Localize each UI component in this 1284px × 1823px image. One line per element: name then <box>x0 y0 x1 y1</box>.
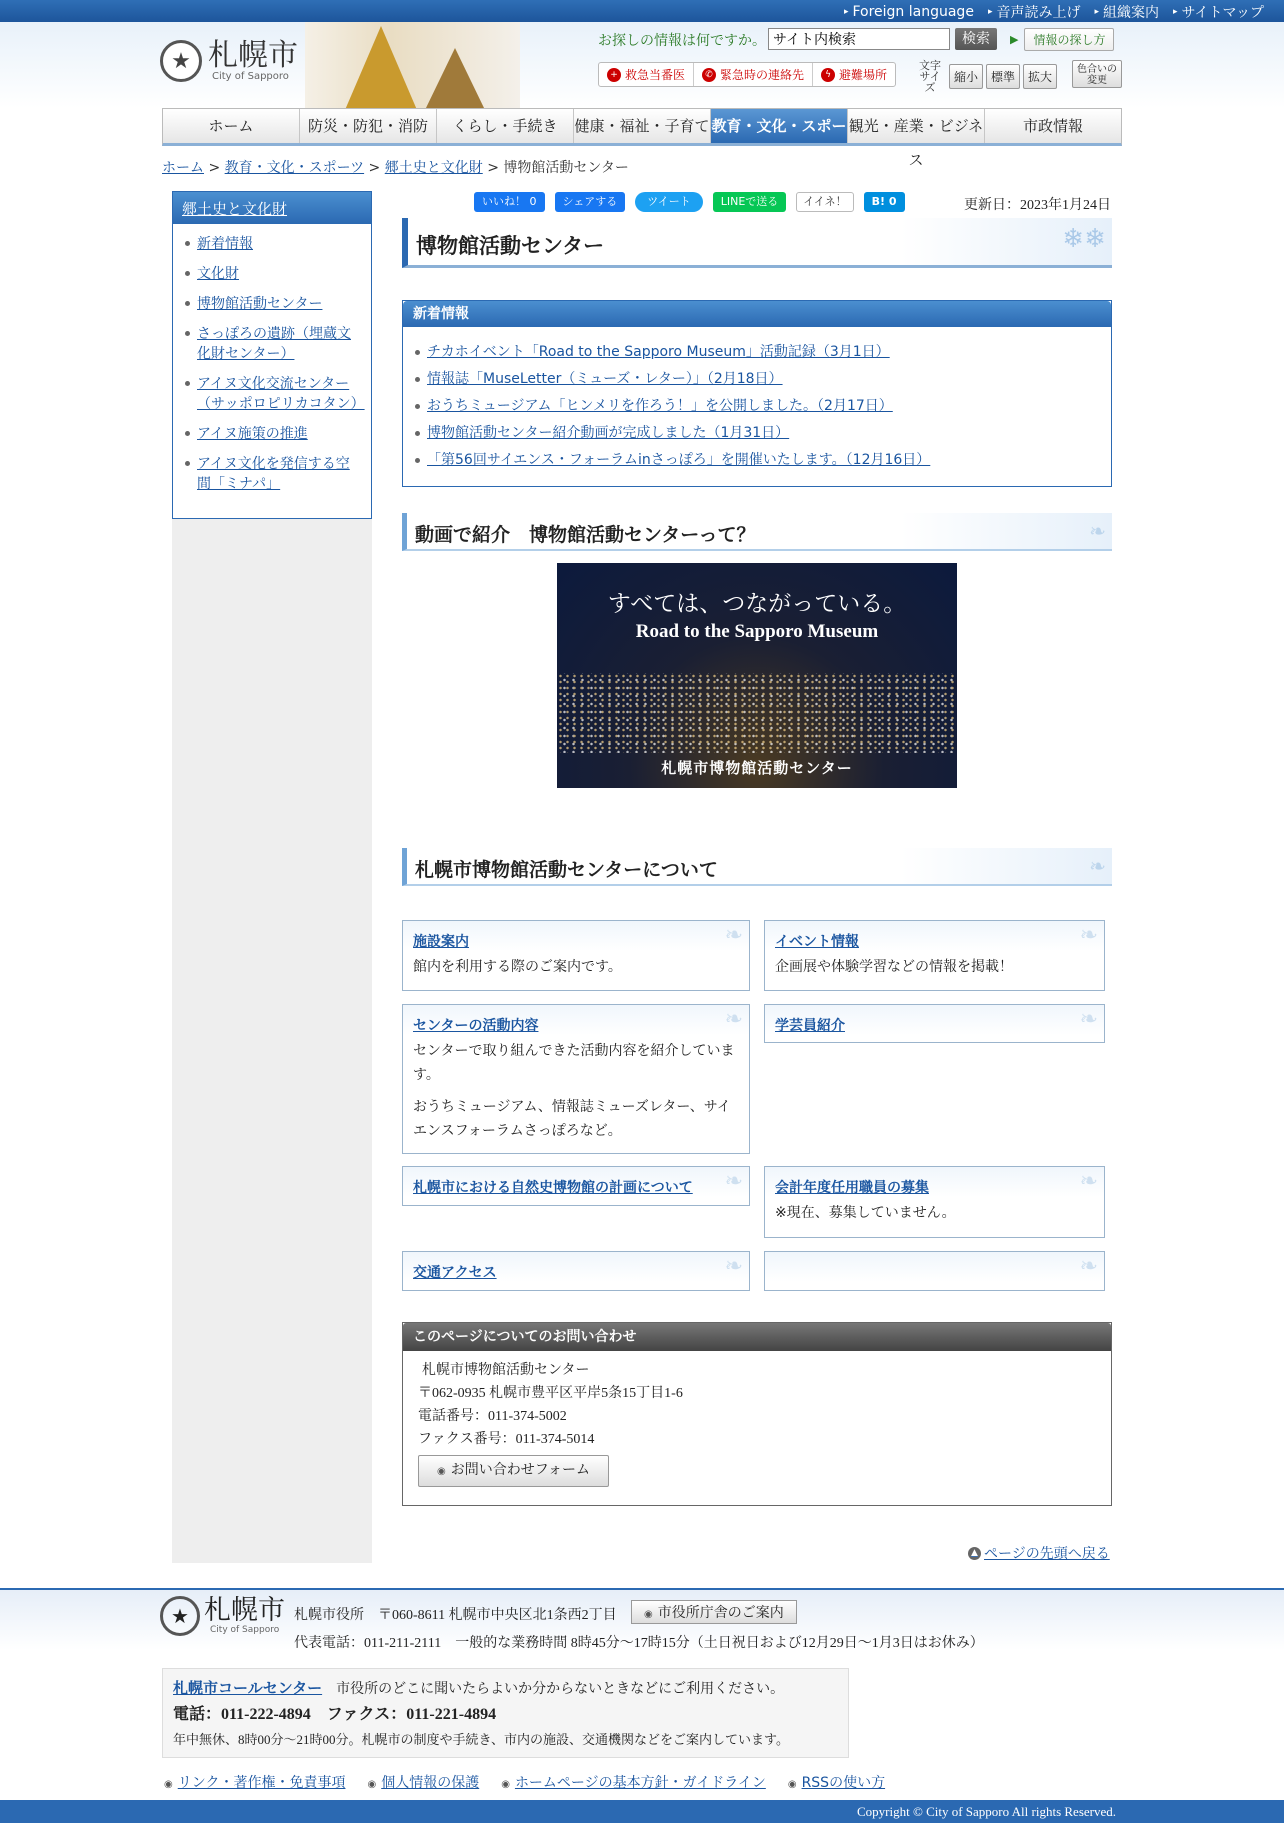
contact-form-button[interactable]: ◉ お問い合わせフォーム <box>418 1455 609 1487</box>
nav-government[interactable]: 市政情報 <box>1022 117 1083 135</box>
call-center-hours: 年中無休、8時00分～21時00分。札幌市の制度や手続き、市内の施設、交通機関などをご案内しています。 <box>173 1732 789 1747</box>
updated-date: 更新日：2023年1月24日 <box>964 198 1111 213</box>
contact-title: このページについてのお問い合わせ <box>403 1323 1111 1351</box>
news-item[interactable]: 情報誌「MuseLetter（ミューズ・レター）」（2月18日） <box>427 371 783 387</box>
news-item[interactable]: おうちミュージアム「ヒンメリを作ろう！」を公開しました。（2月17日） <box>427 398 893 414</box>
nav-tourism[interactable]: 観光・産業・ビジネス <box>848 109 985 143</box>
sidebar-item-museum-center[interactable]: 博物館活動センター <box>197 296 323 312</box>
card-event <box>764 920 1105 991</box>
footer-logo-jp: 札幌市 <box>204 1595 285 1626</box>
card-desc: 企画展や体験学習などの情報を掲載！ <box>775 959 1013 975</box>
news-item[interactable]: 「第56回サイエンス・フォーラムinさっぽろ」を開催いたします。（12月16日） <box>427 452 931 468</box>
copyright: Copyright © City of Sapporo All rights Reserved. <box>0 1800 1284 1823</box>
nav-disaster[interactable]: 防災・防犯・消防 <box>300 109 437 143</box>
footer-logo-en: City of Sapporo <box>210 1625 280 1635</box>
footer-link-privacy[interactable]: ◉ 個人情報の保護 <box>367 1772 479 1792</box>
news-item[interactable]: 博物館活動センター紹介動画が完成しました（1月31日） <box>427 425 790 441</box>
sidebar-item-cultural-assets[interactable]: 文化財 <box>197 266 239 282</box>
tweet-button[interactable]: ツイート <box>635 192 702 212</box>
card-empty <box>764 1251 1105 1291</box>
call-center-lead: 市役所のどこに聞いたらよいか分からないときなどにご利用ください。 <box>336 1682 785 1697</box>
sidebar-title[interactable]: 郷土史と文化財 <box>182 200 288 218</box>
search-question: お探しの情報は何ですか。 <box>598 33 766 49</box>
foreign-language-link[interactable]: ▸ Foreign language <box>844 2 974 22</box>
leaf-deco-icon: ❧ <box>1079 1007 1098 1032</box>
breadcrumb-current: 博物館活動センター <box>503 160 629 176</box>
leaf-deco-icon: ❧ <box>724 1169 743 1194</box>
site-logo[interactable] <box>160 37 298 82</box>
leaf-deco-icon: ❧ <box>1089 519 1106 543</box>
card-desc: センターで取り組んできた活動内容を紹介しています。 <box>413 1043 735 1083</box>
facebook-share-button[interactable]: シェアする <box>555 192 626 212</box>
card-title[interactable]: 交通アクセス <box>413 1265 497 1281</box>
contact-box <box>402 1322 1112 1506</box>
about-heading: 札幌市博物館活動センターについて ❧ <box>402 848 1112 886</box>
font-normal-button[interactable]: 標準 <box>986 64 1020 89</box>
leaf-deco-icon: ❧ <box>724 1254 743 1279</box>
font-size-label: 文字サイズ <box>919 59 941 94</box>
footer-link-rss[interactable]: ◉ RSSの使い方 <box>788 1772 885 1792</box>
sapporo-emblem-icon: ★ <box>160 1596 200 1636</box>
contact-address: 〒062-0935 札幌市豊平区平岸5条15丁目1-6 <box>418 1386 683 1401</box>
lightning-icon: ϟ <box>821 68 835 82</box>
card-title[interactable]: 札幌市における自然史博物館の計画について <box>413 1180 693 1196</box>
contact-fax: ファクス番号：011-374-5014 <box>418 1432 595 1447</box>
voice-reader-link[interactable]: ▸ 音声読み上げ <box>988 2 1081 22</box>
footer-tel: 代表電話：011-211-2111 一般的な業務時間 8時45分～17時15分（土日祝日および12月29日～1月3日はお休み） <box>294 1636 984 1651</box>
emergency-links <box>598 62 896 87</box>
contact-tel: 電話番号：011-374-5002 <box>418 1409 567 1424</box>
video-line2: Road to the Sapporo Museum <box>635 621 879 642</box>
page-title: 博物館活動センター ❄❄ <box>402 218 1112 268</box>
facebook-like-button[interactable]: いいね！ 0 <box>474 192 545 212</box>
card-title[interactable]: 会計年度任用職員の募集 <box>775 1180 929 1196</box>
card-recruitment <box>764 1166 1105 1238</box>
call-center-box <box>162 1668 849 1758</box>
footer-link-policy[interactable]: ◉ ホームページの基本方針・ガイドライン <box>501 1772 766 1792</box>
news-title: 新着情報 <box>403 301 1111 327</box>
card-desc: ※現在、募集していません。 <box>775 1205 956 1221</box>
social-buttons <box>474 192 905 212</box>
nav-health[interactable]: 健康・福祉・子育て <box>574 109 711 143</box>
card-desc: 館内を利用する際のご案内です。 <box>413 959 622 975</box>
card-activities <box>402 1004 750 1154</box>
sapporo-emblem-icon: ★ <box>160 40 202 82</box>
card-facility <box>402 920 750 991</box>
card-title[interactable]: イベント情報 <box>775 934 859 950</box>
sidebar-item-ainu-policy[interactable]: アイヌ施策の推進 <box>197 426 308 442</box>
leaf-deco-icon: ❧ <box>1079 923 1098 948</box>
search-button[interactable]: 検索 <box>955 28 997 50</box>
sidebar-item-news[interactable]: 新着情報 <box>197 236 253 252</box>
news-box <box>402 300 1112 487</box>
card-desc: おうちミュージアム、情報誌ミューズレター、サイエンスフォーラムさっぽろなど。 <box>413 1099 731 1139</box>
footer-logo[interactable] <box>160 1596 285 1636</box>
video-thumbnail[interactable] <box>557 563 957 788</box>
card-natural-history-plan <box>402 1166 750 1206</box>
leaf-deco-icon: ❧ <box>1079 1254 1098 1279</box>
arrow-right-icon: ▶ <box>1010 33 1019 46</box>
font-large-button[interactable]: 拡大 <box>1023 64 1057 89</box>
video-heading: 動画で紹介 博物館活動センターって？ ❧ <box>402 513 1112 551</box>
leaf-deco-icon: ❧ <box>724 1007 743 1032</box>
card-access <box>402 1251 750 1291</box>
page-top-link[interactable]: ▲ ページの先頭へ戻る <box>968 1543 1110 1563</box>
nav-education[interactable]: 教育・文化・スポーツ <box>711 109 848 143</box>
sidebar <box>172 191 372 519</box>
nav-living[interactable]: くらし・手続き <box>437 109 574 143</box>
city-hall-guide-button[interactable]: ◉ 市役所庁舎のご案内 <box>631 1600 797 1624</box>
card-curators <box>764 1004 1105 1043</box>
news-item[interactable]: チカホイベント「Road to the Sapporo Museum」活動記録（3月1日） <box>427 344 890 360</box>
leaf-deco-icon: ❧ <box>724 923 743 948</box>
call-center-phone: 電話：011-222-4894 ファクス：011-221-4894 <box>173 1706 497 1723</box>
emergency-doctor-link[interactable]: + 救急当番医 <box>599 63 694 86</box>
font-size-controls <box>914 60 1057 93</box>
footer-address: 札幌市役所 〒060-8611 札幌市中央区北1条西2丁目 <box>294 1608 617 1623</box>
christmas-tree-image <box>305 22 520 108</box>
breadcrumb-history[interactable]: 郷土史と文化財 <box>384 160 483 176</box>
howto-button[interactable]: 情報の探し方 <box>1024 28 1114 51</box>
top-bar <box>0 0 1284 22</box>
sidebar-item-minapa[interactable]: アイヌ文化を発信する空間「ミナパ」 <box>197 456 350 492</box>
card-title[interactable]: 施設案内 <box>413 934 469 950</box>
line-button[interactable]: LINEで送る <box>713 192 787 212</box>
logo-en: City of Sapporo <box>212 70 289 82</box>
video-line3: 札幌市博物館活動センター <box>661 759 853 777</box>
color-change-button[interactable]: 色合いの変更 <box>1072 60 1122 88</box>
nav-home[interactable]: ホーム <box>163 109 300 143</box>
contact-name: 札幌市博物館活動センター <box>422 1363 590 1378</box>
leaf-deco-icon: ❧ <box>1089 854 1106 878</box>
hatena-button[interactable]: B! 0 <box>864 192 905 212</box>
sidebar-item-ruins[interactable]: さっぽろの遺跡（埋蔵文化財センター） <box>197 326 351 362</box>
card-title[interactable]: 学芸員紹介 <box>775 1018 845 1034</box>
top-links <box>844 2 1264 22</box>
mixi-button[interactable]: イイネ！ <box>796 192 853 212</box>
footer-links <box>164 1772 885 1792</box>
font-small-button[interactable]: 縮小 <box>949 64 983 89</box>
search-input[interactable] <box>768 28 950 50</box>
breadcrumb-education[interactable]: 教育・文化・スポーツ <box>224 160 365 176</box>
sidebar-item-ainu-center[interactable]: アイヌ文化交流センター（サッポロピリカコタン） <box>197 376 365 412</box>
logo-jp: 札幌市 <box>208 37 298 73</box>
phone-icon: ✆ <box>702 68 716 82</box>
breadcrumb: ホーム > 教育・文化・スポーツ > 郷土史と文化財 > 博物館活動センター <box>162 160 629 176</box>
medical-icon: + <box>607 68 621 82</box>
breadcrumb-home[interactable]: ホーム <box>162 160 204 176</box>
snowflake-icon: ❄❄ <box>1062 224 1106 254</box>
footer-link-copyright[interactable]: ◉ リンク・著作権・免責事項 <box>164 1772 345 1792</box>
evacuation-link[interactable]: ϟ 避難場所 <box>813 63 895 86</box>
night-city-lights <box>557 673 957 753</box>
leaf-deco-icon: ❧ <box>1079 1169 1098 1194</box>
card-title[interactable]: センターの活動内容 <box>413 1018 539 1034</box>
organization-link[interactable]: ▸ 組織案内 <box>1094 2 1159 22</box>
call-center-link[interactable]: 札幌市コールセンター <box>173 1679 323 1697</box>
sitemap-link[interactable]: ▸ サイトマップ <box>1173 2 1264 22</box>
emergency-contact-link[interactable]: ✆ 緊急時の連絡先 <box>694 63 813 86</box>
video-line1: すべては、つながっている。 <box>607 591 907 617</box>
howto-link[interactable] <box>1010 28 1114 51</box>
